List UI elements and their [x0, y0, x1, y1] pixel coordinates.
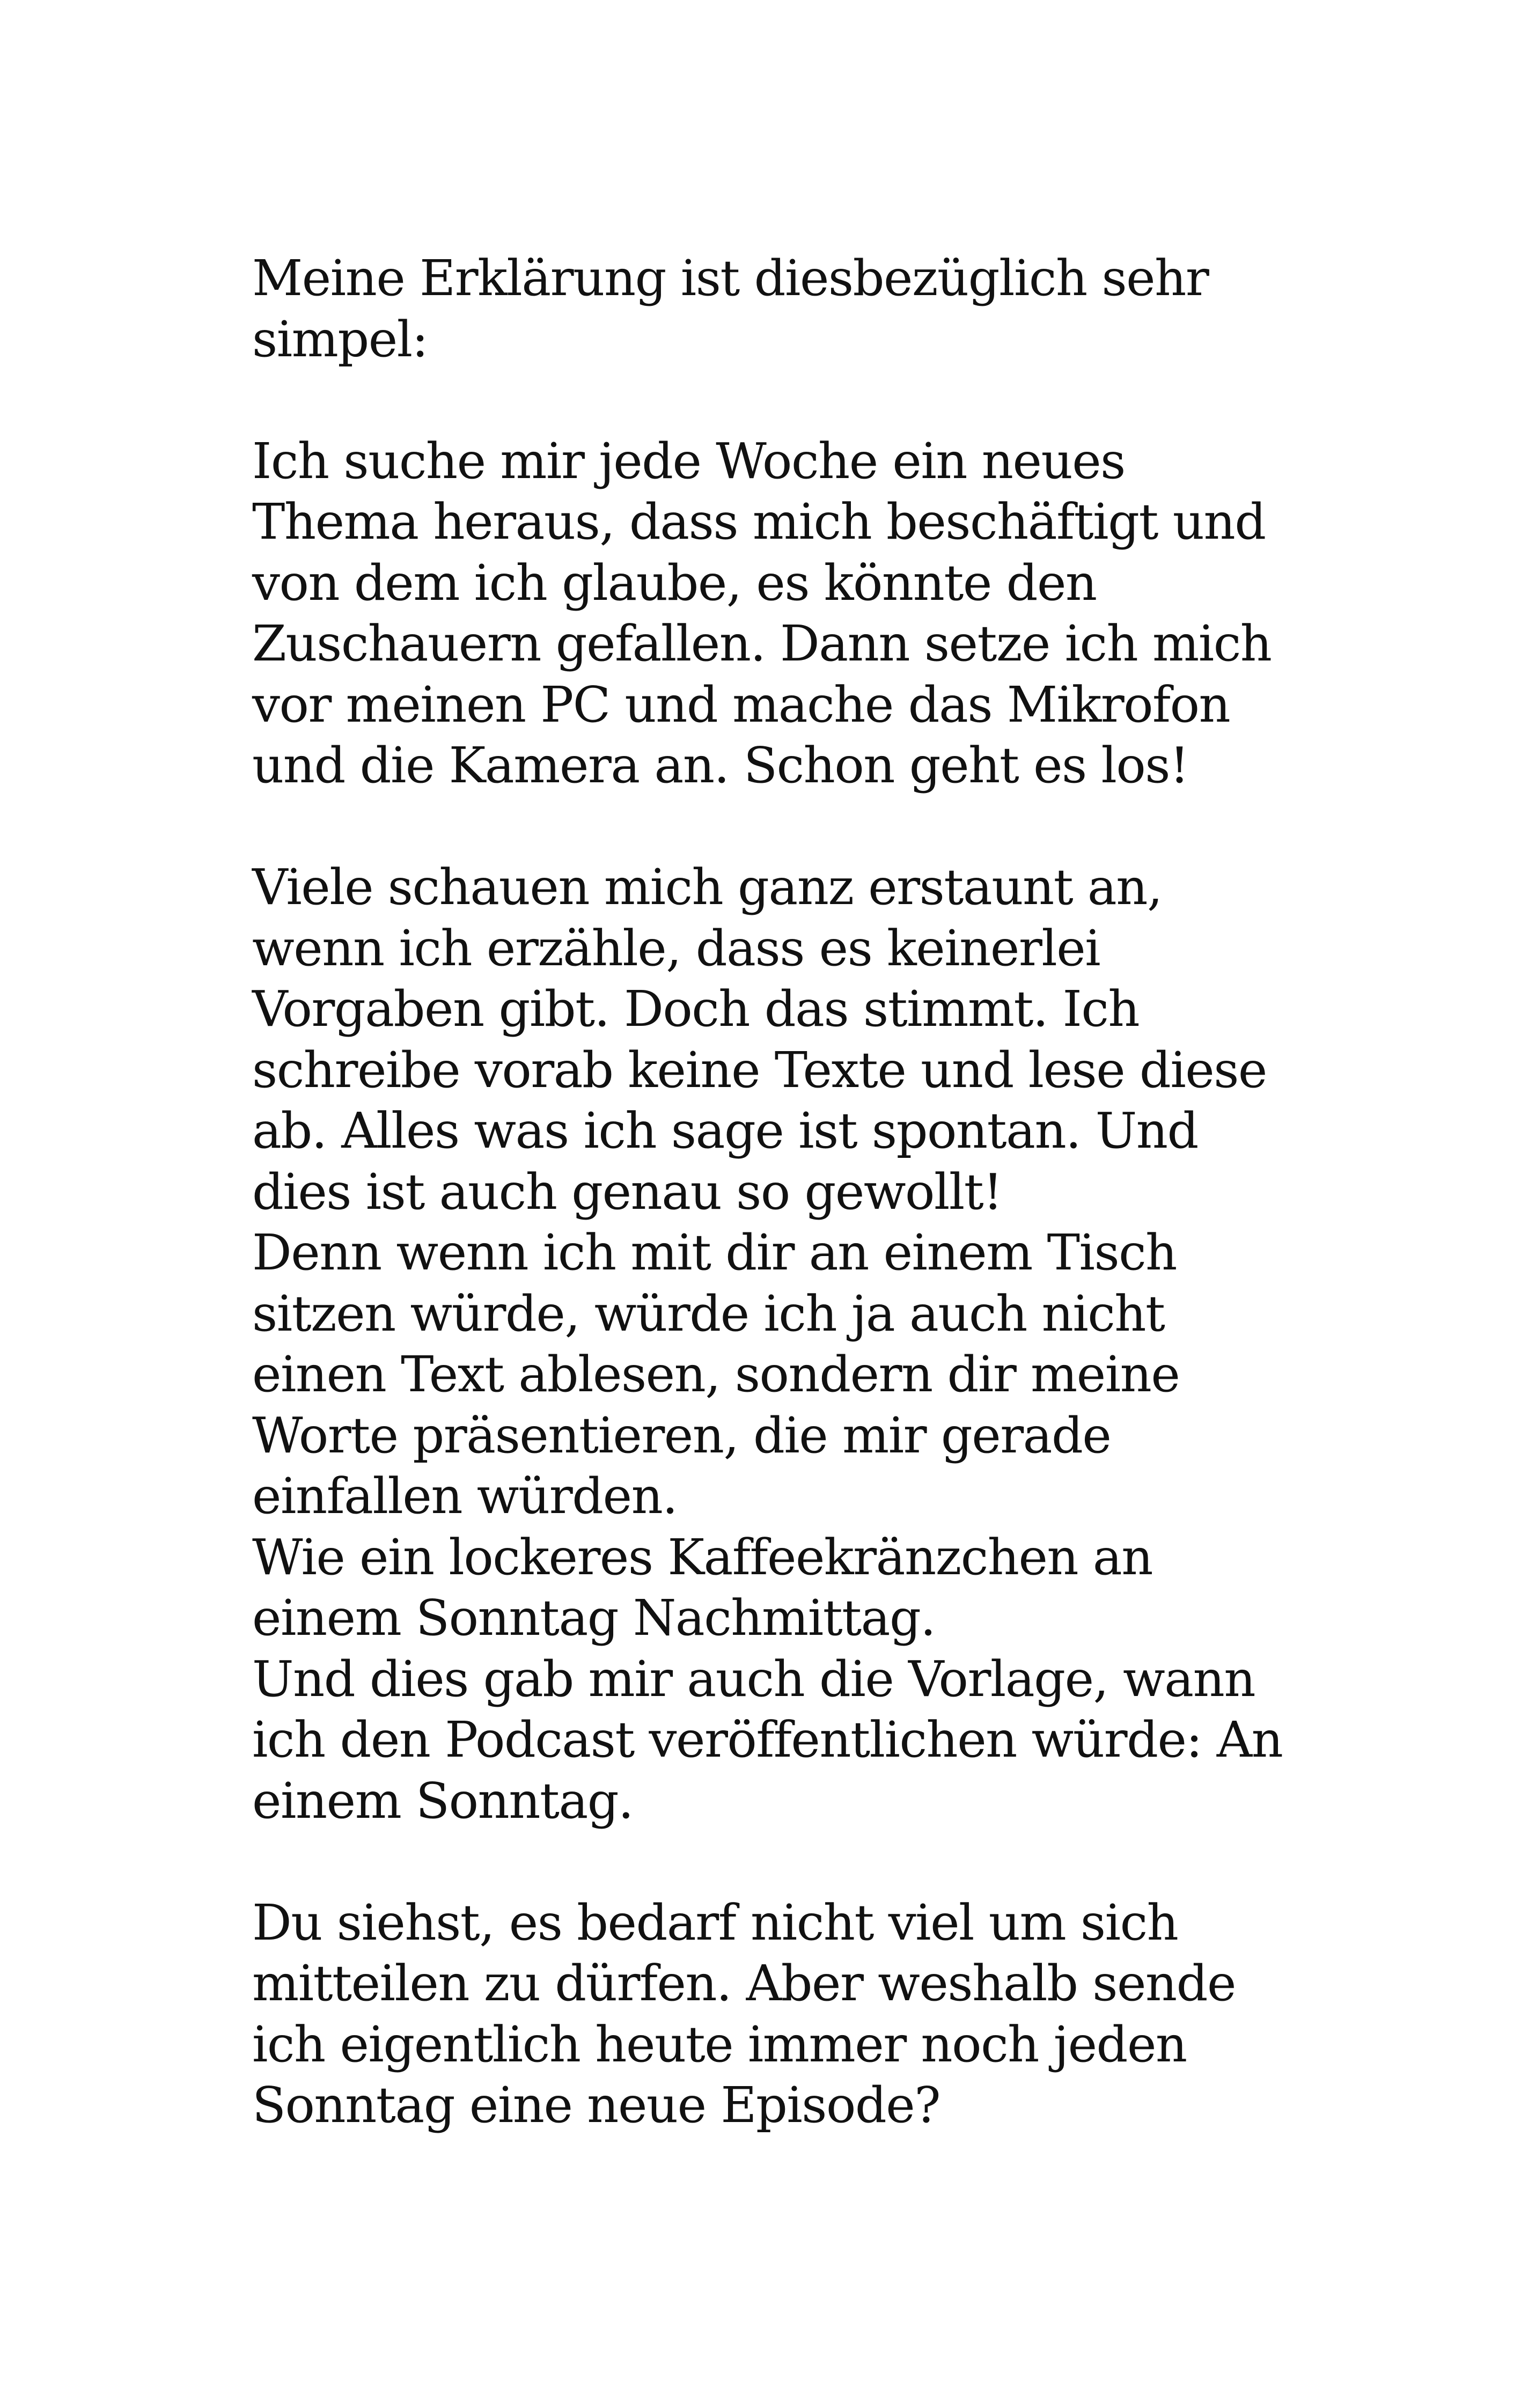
body-text: [252, 248, 1304, 2136]
paragraph-1: [252, 248, 1304, 370]
paragraph-2: [252, 431, 1304, 796]
paragraph-spacer: [252, 370, 1304, 431]
text-line: Denn wenn ich mit dir an einem Tisch: [252, 1224, 1177, 1281]
text-line: sitzen würde, würde ich ja auch nicht: [252, 1284, 1165, 1342]
paragraph-3: [252, 857, 1304, 1831]
text-line: Wie ein lockeres Kaffeekränzchen an: [252, 1528, 1153, 1586]
text-line: ich eigentlich heute immer noch jeden: [252, 2015, 1187, 2073]
text-line: einem Sonntag.: [252, 1772, 633, 1830]
paragraph-4: [252, 1892, 1304, 2136]
text-line: einem Sonntag Nachmittag.: [252, 1589, 936, 1647]
text-line: von dem ich glaube, es könnte den: [252, 554, 1097, 612]
text-line: dies ist auch genau so gewollt!: [252, 1163, 1002, 1221]
text-line: ab. Alles was ich sage ist spontan. Und: [252, 1102, 1198, 1159]
text-line: Meine Erklärung ist diesbezüglich sehr: [252, 249, 1209, 307]
text-line: mitteilen zu dürfen. Aber weshalb sende: [252, 1955, 1236, 2012]
text-line: einfallen würden.: [252, 1467, 678, 1525]
text-line: ich den Podcast veröffentlichen würde: An: [252, 1711, 1283, 1768]
text-line: Vorgaben gibt. Doch das stimmt. Ich: [252, 980, 1140, 1038]
text-line: Und dies gab mir auch die Vorlage, wann: [252, 1650, 1255, 1708]
text-line: Worte präsentieren, die mir gerade: [252, 1406, 1111, 1464]
text-line: Viele schauen mich ganz erstaunt an,: [252, 858, 1162, 916]
text-line: simpel:: [252, 310, 428, 368]
text-line: und die Kamera an. Schon geht es los!: [252, 737, 1189, 794]
text-line: Zuschauern gefallen. Dann setze ich mich: [252, 615, 1272, 672]
text-line: wenn ich erzähle, dass es keinerlei: [252, 919, 1100, 977]
text-line: vor meinen PC und mache das Mikrofon: [252, 676, 1230, 733]
text-line: Sonntag eine neue Episode?: [252, 2076, 940, 2134]
paragraph-spacer: [252, 796, 1304, 857]
text-line: Ich suche mir jede Woche ein neues: [252, 432, 1125, 490]
text-line: Thema heraus, dass mich beschäftigt und: [252, 493, 1266, 550]
text-line: schreibe vorab keine Texte und lese diese: [252, 1041, 1267, 1099]
text-line: Du siehst, es bedarf nicht viel um sich: [252, 1893, 1178, 1951]
text-line: einen Text ablesen, sondern dir meine: [252, 1346, 1180, 1403]
paragraph-spacer: [252, 1831, 1304, 1892]
